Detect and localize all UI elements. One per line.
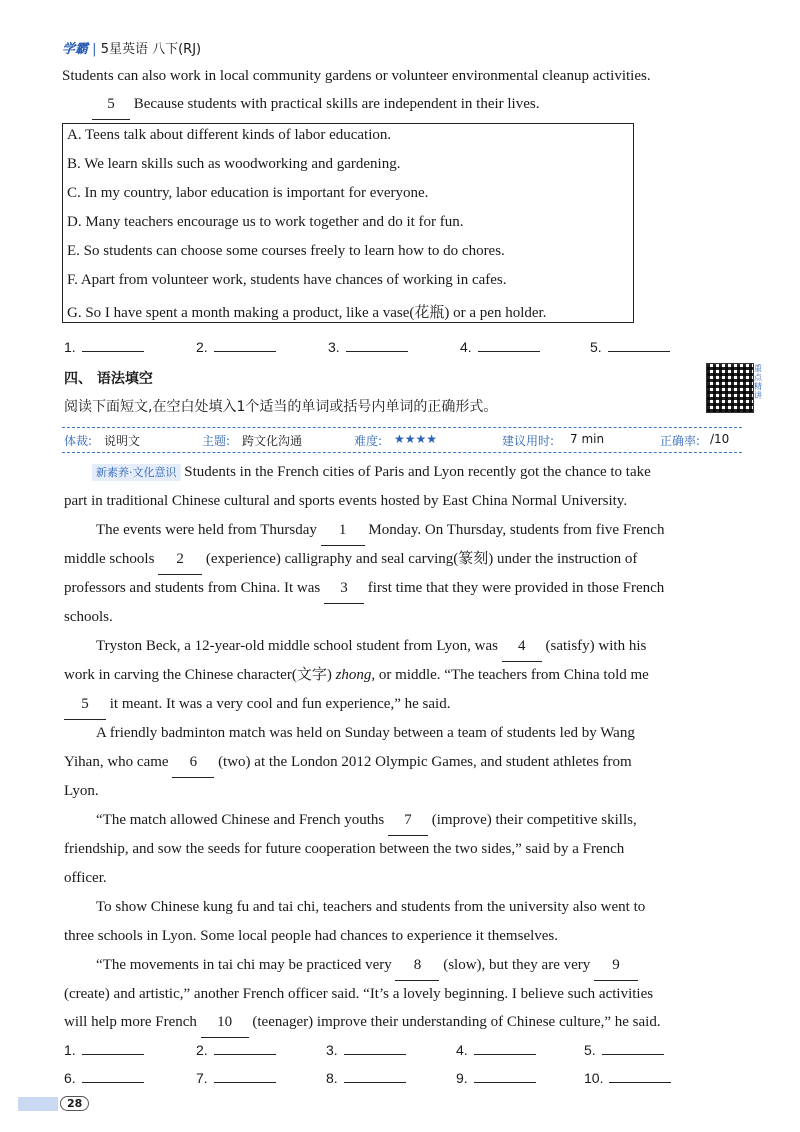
- option-f: F. Apart from volunteer work, students have chances of working in cafes.: [67, 272, 507, 288]
- section-instruction: 阅读下面短文,在空白处填入1个适当的单词或括号内单词的正确形式。: [64, 399, 498, 415]
- book-title: 5星英语 八下(RJ): [100, 42, 202, 57]
- passage-line: schools.: [64, 609, 113, 625]
- q5-number: 5: [92, 90, 130, 120]
- option-a: A. Teens talk about different kinds of labor education.: [67, 127, 392, 143]
- option-d: D. Many teachers encourage us to work together and do it for fun.: [67, 214, 464, 230]
- passage-line: part in traditional Chinese cultural and sports events hosted by East China Normal University.: [64, 493, 628, 509]
- answer-slot[interactable]: 1.: [64, 337, 144, 355]
- answer-slot[interactable]: 1.: [64, 1040, 144, 1058]
- qr-label: 重点精讲: [754, 364, 762, 400]
- qr-code-icon[interactable]: [706, 363, 754, 413]
- passage-line: officer.: [64, 870, 107, 886]
- literacy-tag: 新素养·文化意识: [92, 464, 181, 481]
- answer-slot[interactable]: 4.: [456, 1040, 536, 1058]
- answer-row-bottom-1: [0, 1040, 800, 1060]
- section-title: 四、 语法填空: [64, 371, 153, 387]
- difficulty-key: 难度:: [354, 434, 383, 448]
- passage-line: (create) and artistic,” another French officer said. “It’s a lovely beginning. I believe such activities: [64, 986, 654, 1002]
- option-g: G. So I have spent a month making a product, like a vase(花瓶) or a pen holder.: [67, 305, 547, 321]
- blank-4[interactable]: 4: [502, 632, 542, 662]
- passage-line: work in carving the Chinese character(文字) zhong, or middle. “The teachers from China told me: [64, 667, 649, 683]
- passage-line: Lyon.: [64, 783, 99, 799]
- theme-key: 主题:: [202, 434, 231, 448]
- genre-key: 体裁:: [64, 434, 93, 448]
- page-bar-decoration: [18, 1097, 58, 1111]
- question-5-line: [92, 90, 539, 120]
- answer-slot[interactable]: 6.: [64, 1068, 144, 1086]
- passage-line: 5 it meant. It was a very cool and fun experience,” he said.: [64, 690, 450, 720]
- passage-line: “The movements in tai chi may be practiced very 8 (slow), but they are very 9: [96, 951, 638, 981]
- passage-line: will help more French 10 (teenager) improve their understanding of Chinese culture,” he said.: [64, 1008, 661, 1038]
- info-bar: [62, 427, 742, 453]
- intro-line: Students can also work in local community gardens or volunteer environmental cleanup activities.: [62, 68, 651, 84]
- blank-7[interactable]: 7: [388, 806, 428, 836]
- answer-slot[interactable]: 3.: [326, 1040, 406, 1058]
- passage-line: 新素养·文化意识 Students in the French cities of Paris and Lyon recently got the chance to take: [92, 458, 651, 487]
- page-header: [62, 38, 201, 57]
- blank-6[interactable]: 6: [172, 748, 214, 778]
- answer-slot[interactable]: 7.: [196, 1068, 276, 1086]
- q5-text: Because students with practical skills are independent in their lives.: [133, 96, 540, 112]
- accuracy-key: 正确率:: [660, 434, 701, 448]
- blank-3[interactable]: 3: [324, 574, 364, 604]
- passage-line: A friendly badminton match was held on Sunday between a team of students led by Wang: [96, 725, 635, 741]
- time-value: 7 min: [570, 432, 605, 446]
- passage-line: three schools in Lyon. Some local people had chances to experience it themselves.: [64, 928, 559, 944]
- accuracy-value: /10: [710, 432, 730, 446]
- answer-row-top: [0, 337, 800, 357]
- passage-line: friendship, and sow the seeds for future cooperation between the two sides,” said by a French: [64, 841, 625, 857]
- answer-slot[interactable]: 5.: [590, 337, 670, 355]
- blank-1[interactable]: 1: [321, 516, 365, 546]
- page-number: 28: [60, 1096, 89, 1111]
- time-key: 建议用时:: [502, 434, 555, 448]
- answer-slot[interactable]: 10.: [584, 1068, 671, 1086]
- blank-10[interactable]: 10: [201, 1008, 249, 1038]
- answer-row-bottom-2: [0, 1068, 800, 1088]
- brand-logo: 学霸: [62, 42, 89, 57]
- genre-value: 说明文: [104, 434, 141, 448]
- answer-slot[interactable]: 2.: [196, 1040, 276, 1058]
- answer-slot[interactable]: 8.: [326, 1068, 406, 1086]
- theme-value: 跨文化沟通: [242, 434, 303, 448]
- option-c: C. In my country, labor education is important for everyone.: [67, 185, 429, 201]
- blank-5[interactable]: 5: [64, 690, 106, 720]
- passage-line: The events were held from Thursday 1 Monday. On Thursday, students from five French: [96, 516, 664, 546]
- passage-line: middle schools 2 (experience) calligraphy and seal carving(篆刻) under the instruction of: [64, 545, 637, 575]
- option-b: B. We learn skills such as woodworking and gardening.: [67, 156, 401, 172]
- header-separator: |: [92, 42, 97, 57]
- blank-9[interactable]: 9: [594, 951, 638, 981]
- answer-slot[interactable]: 4.: [460, 337, 540, 355]
- option-e: E. So students can choose some courses freely to learn how to do chores.: [67, 243, 505, 259]
- difficulty-stars: ★★★★: [394, 432, 438, 446]
- options-box: [62, 123, 634, 323]
- answer-slot[interactable]: 9.: [456, 1068, 536, 1086]
- passage-line: “The match allowed Chinese and French youths 7 (improve) their competitive skills,: [96, 806, 637, 836]
- passage-line: Yihan, who came 6 (two) at the London 2012 Olympic Games, and student athletes from: [64, 748, 632, 778]
- answer-slot[interactable]: 3.: [328, 337, 408, 355]
- answer-slot[interactable]: 5.: [584, 1040, 664, 1058]
- passage-line: Tryston Beck, a 12-year-old middle school student from Lyon, was 4 (satisfy) with his: [96, 632, 646, 662]
- blank-2[interactable]: 2: [158, 545, 202, 575]
- passage-line: To show Chinese kung fu and tai chi, teachers and students from the university also went to: [96, 899, 646, 915]
- answer-slot[interactable]: 2.: [196, 337, 276, 355]
- passage-line: professors and students from China. It was 3 first time that they were provided in those French: [64, 574, 664, 604]
- blank-8[interactable]: 8: [395, 951, 439, 981]
